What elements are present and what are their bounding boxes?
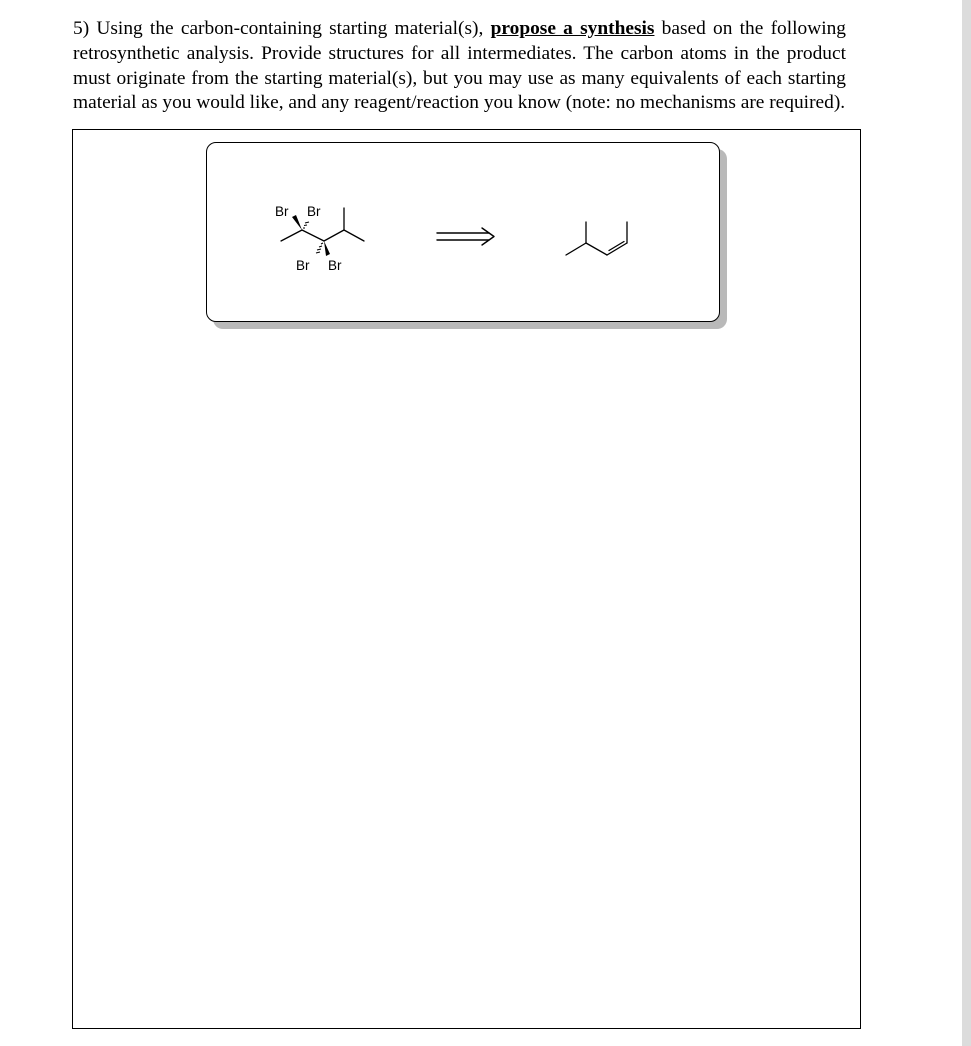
br-label-top-left: Br	[275, 204, 289, 219]
sm-bond-1	[566, 243, 586, 255]
bond-c1-c2	[281, 230, 302, 241]
sm-double-bond-outer	[607, 243, 627, 255]
question-emphasis: propose a synthesis	[490, 18, 655, 39]
bond-c2-c3	[302, 230, 324, 241]
sm-bond-3	[586, 243, 607, 255]
wedge-bond-c2-br	[292, 215, 302, 230]
hashed-bond-c2-br	[303, 222, 309, 228]
hashed-bond-c3-br	[316, 243, 323, 253]
retrosynthesis-scheme	[206, 142, 720, 322]
target-molecule	[281, 208, 364, 241]
br-label-top-right: Br	[307, 204, 321, 219]
page-edge	[962, 0, 971, 1046]
question-number: 5)	[73, 18, 90, 39]
retrosynthetic-arrow	[437, 228, 494, 245]
starting-material	[566, 222, 627, 255]
wedge-bond-c3-br	[324, 241, 330, 256]
question-text-after: based on the following retrosynthetic analysis. Provide structures for all intermediates. The carbon atoms in the product must originate from the starting material(s), but you may use as many equivalents of each starting material as you would like, and any reagent/reaction you know (note: no mechanisms are required).	[73, 18, 846, 114]
br-label-bottom-left: Br	[296, 258, 310, 273]
bond-c3-c4	[324, 230, 344, 241]
br-label-bottom-right: Br	[328, 258, 342, 273]
question-text	[73, 17, 846, 116]
question-text-before: Using the carbon-containing starting material(s),	[89, 18, 491, 39]
bond-c4-c6	[344, 230, 364, 241]
